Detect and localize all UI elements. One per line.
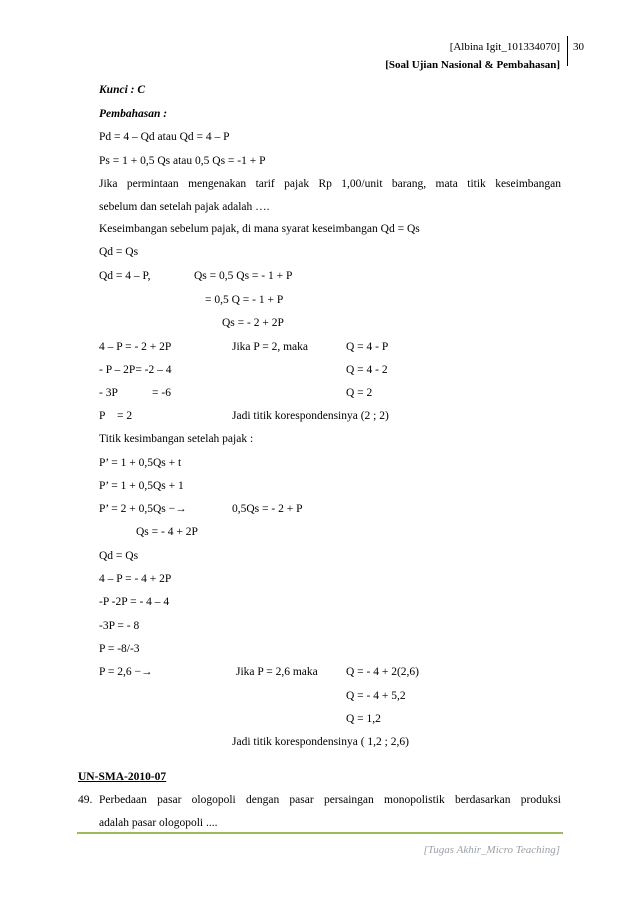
- discussion-heading: Pembahasan :: [99, 108, 168, 120]
- text-line: - P – 2P= -2 – 4: [99, 364, 172, 376]
- text-line: Qs = - 4 + 2P: [136, 526, 198, 538]
- text-line: -P -2P = - 4 – 4: [99, 596, 170, 608]
- text-line: P: [99, 410, 106, 422]
- text-line: P = -8/-3: [99, 643, 140, 655]
- text-line: 4 – P = - 2 + 2P: [99, 341, 172, 353]
- question-text: adalah pasar ologopoli ....: [99, 817, 218, 829]
- text-line: - 3P: [99, 387, 118, 399]
- footer-divider: [77, 832, 563, 834]
- text-line: Titik kesimbangan setelah pajak :: [99, 433, 254, 445]
- footer-text: [Tugas Akhir_Micro Teaching]: [423, 844, 560, 856]
- text-line: Jadi titik korespondensinya ( 1,2 ; 2,6): [232, 736, 409, 748]
- text-line: P’ = 1 + 0,5Qs + 1: [99, 480, 184, 492]
- text-line: Qd = Qs: [99, 550, 139, 562]
- text-line: Ps = 1 + 0,5 Qs atau 0,5 Qs = -1 + P: [99, 155, 266, 167]
- text-line: Q = 1,2: [346, 713, 381, 725]
- text-line: Qd = 4 – P,: [99, 270, 151, 282]
- text-line: Pd = 4 – Qd atau Qd = 4 – P: [99, 131, 230, 143]
- text-line: = 0,5 Q = - 1 + P: [205, 294, 284, 306]
- section-title: UN-SMA-2010-07: [78, 771, 167, 783]
- text-line: Keseimbangan sebelum pajak, di mana syarat keseimbangan Qd = Qs: [99, 223, 420, 235]
- page-number: 30: [573, 41, 584, 53]
- text-line: Qs = 0,5 Qs = - 1 + P: [194, 270, 293, 282]
- text-line: 4 – P = - 4 + 2P: [99, 573, 172, 585]
- text-line: Q = 4 - 2: [346, 364, 388, 376]
- text-line: = -6: [152, 387, 171, 399]
- header-author: [Albina Igit_101334070]: [449, 41, 560, 53]
- text-line: Q = 4 - P: [346, 341, 389, 353]
- question-text: Perbedaan pasar ologopoli dengan pasar persaingan monopolistik berdasarkan produksi: [99, 794, 561, 806]
- text-line: Jika permintaan mengenakan tarif pajak Rp 1,00/unit barang, mata titik keseimbangan: [99, 178, 561, 190]
- text-line: Jadi titik korespondensinya (2 ; 2): [232, 410, 389, 422]
- text-line: Qs = - 2 + 2P: [222, 317, 284, 329]
- text-line: Jika P = 2,6 maka: [236, 666, 318, 678]
- text-line: -3P = - 8: [99, 620, 140, 632]
- header-subtitle: [Soal Ujian Nasional & Pembahasan]: [385, 59, 560, 71]
- text-line: Q = 2: [346, 387, 373, 399]
- text-line: Q = - 4 + 2(2,6): [346, 666, 420, 678]
- text-line: P’ = 1 + 0,5Qs + t: [99, 457, 182, 469]
- text-line: 0,5Qs = - 2 + P: [232, 503, 303, 515]
- text-line: Q = - 4 + 5,2: [346, 690, 406, 702]
- text-line: P = 2,6 −→: [99, 666, 153, 678]
- text-line: = 2: [117, 410, 133, 422]
- text-line: P’ = 2 + 0,5Qs −→: [99, 503, 187, 515]
- text-line: sebelum dan setelah pajak adalah ….: [99, 201, 270, 213]
- text-line: Jika P = 2, maka: [232, 341, 309, 353]
- question-number: 49.: [78, 794, 93, 806]
- answer-key: Kunci : C: [99, 84, 146, 96]
- header-divider: [567, 36, 568, 66]
- text-line: Qd = Qs: [99, 246, 139, 258]
